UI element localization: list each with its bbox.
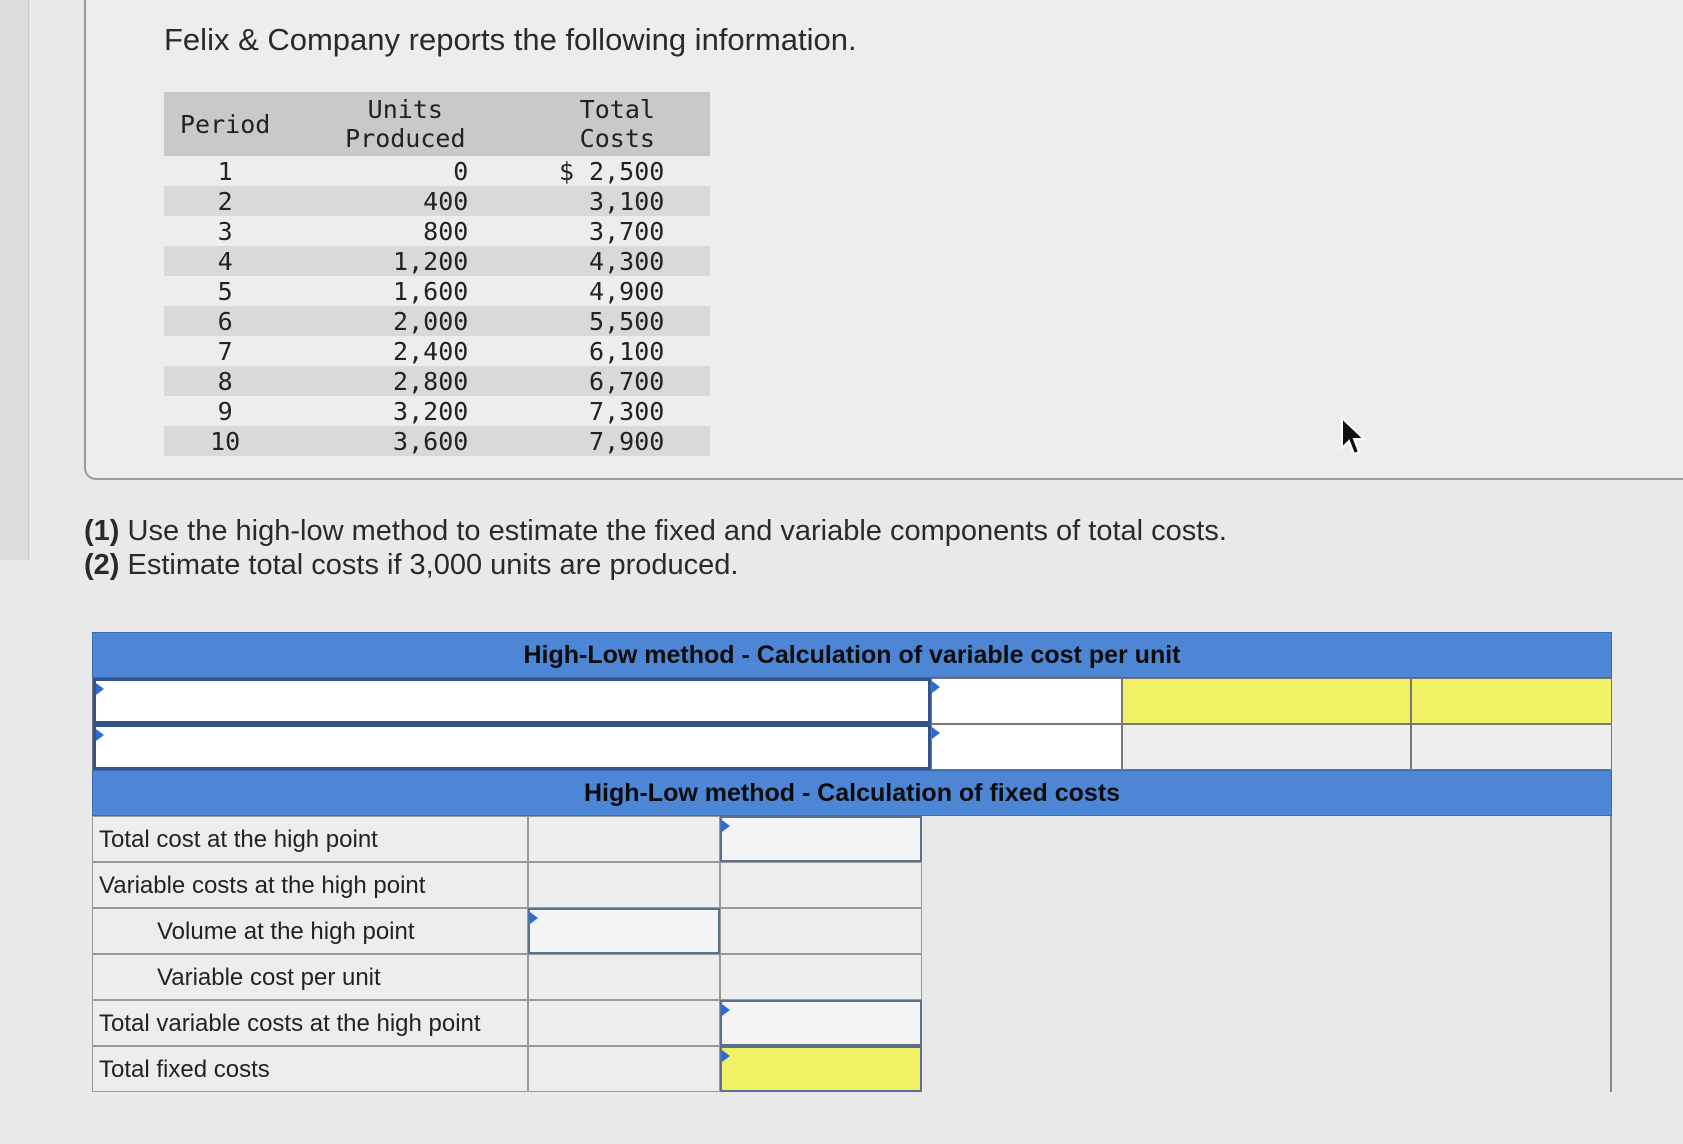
costs-cell: 3,100 [524,186,710,216]
fixed-row-variable-costs-high: Variable costs at the high point [92,862,922,908]
fixed-cost-rows [92,816,922,1092]
dropdown-marker-icon [722,1004,730,1016]
table-row [164,336,710,366]
mouse-pointer-icon [1340,416,1368,460]
variable-value-input-2[interactable] [931,724,1122,770]
period-cell: 2 [164,186,286,216]
table-row [164,246,710,276]
table-row [164,186,710,216]
variable-cost-per-unit-cell[interactable] [528,954,720,1000]
units-cell: 0 [453,156,469,186]
intro-text: Felix & Company reports the following information. [164,22,857,57]
volume-high-input[interactable] [528,908,720,954]
units-cell: 1,600 [393,276,469,306]
variable-empty-cell-1 [1122,724,1411,770]
variable-label-input-2[interactable] [93,724,931,770]
total-variable-costs-input[interactable] [720,1000,922,1046]
fixed-row-total-fixed-costs: Total fixed costs [92,1046,922,1092]
period-cell: 8 [164,366,286,396]
variable-row-1 [92,678,1612,724]
dropdown-marker-icon [932,681,940,693]
costs-cell: 7,300 [589,396,665,426]
total-fixed-costs-input[interactable] [720,1046,922,1092]
dropdown-marker-icon [96,729,104,741]
left-window-edge [0,0,29,560]
variable-result-cell-2[interactable] [1411,678,1612,724]
question-2: (2) Estimate total costs if 3,000 units are produced. [84,549,739,581]
period-cell: 4 [164,246,286,276]
period-cell: 7 [217,336,233,366]
period-cell: 1 [217,156,233,186]
units-cell: 1,200 [286,246,524,276]
fixed-cost-section [92,816,1612,1092]
period-cell: 5 [217,276,233,306]
fixed-cost-header: High-Low method - Calculation of fixed costs [92,770,1612,816]
dropdown-marker-icon [932,727,940,739]
question-1: (1) Use the high-low method to estimate the fixed and variable components of total costs. [84,515,1227,547]
header-costs: Total Costs [524,92,710,156]
costs-cell: 3,700 [589,216,665,246]
units-cell: 3,600 [286,426,524,456]
units-cell: 800 [423,216,469,246]
table-header-row [164,92,710,156]
fixed-section-blank-area [922,816,1612,1092]
period-cell: 10 [164,426,286,456]
variable-empty-cell-2 [1411,724,1612,770]
table-row [164,216,710,246]
header-period: Period [164,92,286,156]
variable-cost-header: High-Low method - Calculation of variable cost per unit [92,632,1612,678]
dropdown-marker-icon [96,683,104,695]
fixed-row-total-variable-costs: Total variable costs at the high point [92,1000,922,1046]
dropdown-marker-icon [530,912,538,924]
units-cell: 2,800 [286,366,524,396]
units-cell: 3,200 [393,396,469,426]
costs-cell: 6,700 [524,366,710,396]
costs-cell: $ 2,500 [558,156,665,186]
fixed-row-volume-high: Volume at the high point [92,908,922,954]
table-row [164,426,710,456]
fixed-row-total-cost-high: Total cost at the high point [92,816,922,862]
variable-value-input-1[interactable] [931,678,1122,724]
table-row [164,276,710,306]
period-cell: 3 [217,216,233,246]
costs-cell: 4,900 [589,276,665,306]
variable-label-input-1[interactable] [93,678,931,724]
fixed-row-variable-cost-per-unit: Variable cost per unit [92,954,922,1000]
costs-cell: 5,500 [524,306,710,336]
costs-cell: 6,100 [589,336,665,366]
table-row [164,156,710,186]
units-cell: 2,400 [393,336,469,366]
units-cell: 400 [286,186,524,216]
period-cell: 9 [217,396,233,426]
dropdown-marker-icon [722,820,730,832]
header-units: Units Produced [286,92,524,156]
table-row [164,396,710,426]
table-row [164,306,710,336]
variable-row-2 [92,724,1612,770]
table-row [164,366,710,396]
total-cost-high-input[interactable] [720,816,922,862]
cost-data-table [164,92,710,456]
period-cell: 6 [164,306,286,336]
costs-cell: 7,900 [524,426,710,456]
costs-cell: 4,300 [524,246,710,276]
answer-grid [92,632,1612,1092]
units-cell: 2,000 [286,306,524,336]
dropdown-marker-icon [722,1050,730,1062]
variable-result-cell-1[interactable] [1122,678,1411,724]
questions [84,514,1227,582]
